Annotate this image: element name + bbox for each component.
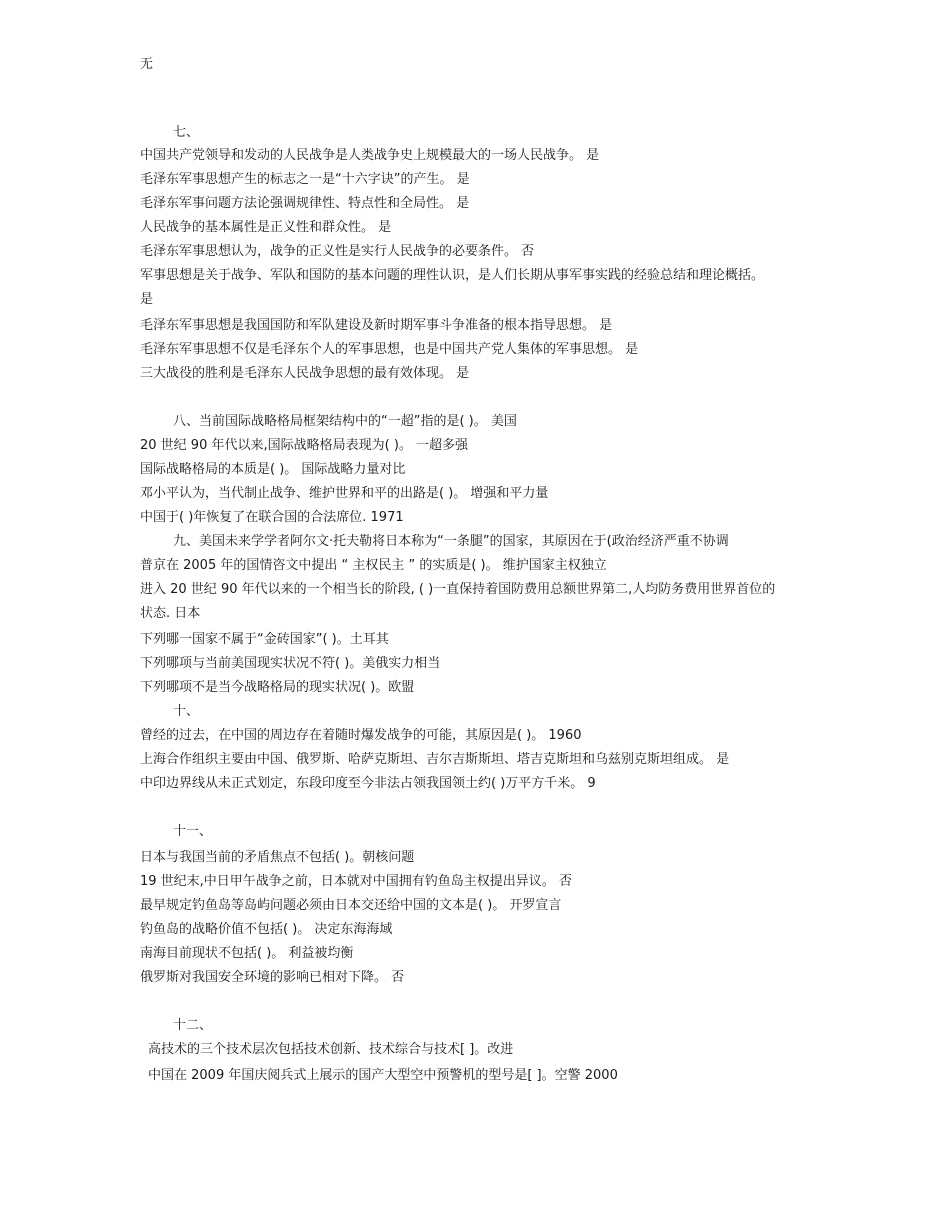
text-line: 下列哪项不是当今战略格局的现实状况( )。欧盟 [140,680,415,695]
text-line: 曾经的过去，在中国的周边存在着随时爆发战争的可能，其原因是( )。 1960 [140,728,582,743]
text-line: 南海目前现状不包括( )。 利益被均衡 [140,946,354,961]
text-line: 是 [140,292,154,307]
text-line: 国际战略格局的本质是( )。 国际战略力量对比 [140,462,406,477]
text-line: 中国共产党领导和发动的人民战争是人类战争史上规模最大的一场人民战争。 是 [140,148,600,163]
text-line: 人民战争的基本属性是正义性和群众性。 是 [140,220,392,235]
section-heading: 七、 [173,125,200,140]
text-segment: 九、美国未来学学者阿尔文·托夫勒将日本称为“一条腿”的国家，其原因在于( [173,534,612,549]
text-line: 普京在 2005 年的国情咨文中提出 “ 主权民主 ” 的实质是( )。 维护国家主权独立 [140,558,607,573]
text-line: 最早规定钓鱼岛等岛屿问题必须由日本交还给中国的文本是( )。 开罗宣言 [140,898,562,913]
text-line: 高技术的三个技术层次包括技术创新、技术综合与技术[ ]。改进 [148,1042,514,1057]
section-heading: 十、 [173,704,200,719]
section-heading: 八、当前国际战略格局框架结构中的“一超”指的是( )。 美国 [173,414,517,429]
text-line: 下列哪一国家不属于“金砖国家”( )。土耳其 [140,632,389,647]
text-line: 进入 20 世纪 90 年代以来的一个相当长的阶段, ( )一直保持着国防费用总额世界第二,人均防务费用世界首位的 [140,582,776,597]
text-line: 20 世纪 90 年代以来,国际战略格局表现为( )。 一超多强 [140,438,469,453]
text-line: 日本与我国当前的矛盾焦点不包括( )。朝核问题 [140,850,415,865]
text-line: 状态. 日本 [140,606,201,621]
text-line: 邓小平认为，当代制止战争、维护世界和平的出路是( )。 增强和平力量 [140,486,549,501]
text-line: 19 世纪末,中日甲午战争之前，日本就对中国拥有钓鱼岛主权提出异议。 否 [140,874,572,889]
text-line: 中国于( )年恢复了在联合国的合法席位. 1971 [140,510,404,525]
text-line: 上海合作组织主要由中国、俄罗斯、哈萨克斯坦、吉尔吉斯斯坦、塔吉克斯坦和乌兹别克斯坦组成。 是 [140,752,730,767]
text-line: 俄罗斯对我国安全环境的影响已相对下降。 否 [140,970,405,985]
text-line: 中国在 2009 年国庆阅兵式上展示的国产大型空中预警机的型号是[ ]。空警 2000 [148,1068,618,1083]
section-heading: 十二、 [173,1018,213,1033]
text-line: 中印边界线从未正式划定，东段印度至今非法占领我国领土约( )万平方千米。 9 [140,776,596,791]
text-line: 无 [140,57,154,72]
text-line: 毛泽东军事思想认为，战争的正义性是实行人民战争的必要条件。 否 [140,244,535,259]
text-line: 毛泽东军事思想产生的标志之一是“十六字诀”的产生。 是 [140,172,470,187]
text-line: 下列哪项与当前美国现实状况不符( )。美俄实力相当 [140,656,441,671]
text-line: 三大战役的胜利是毛泽东人民战争思想的最有效体现。 是 [140,366,470,381]
text-line: 军事思想是关于战争、军队和国防的基本问题的理性认识，是人们长期从事军事实践的经验总结和理论概括。 [140,268,765,283]
text-line: 毛泽东军事思想是我国国防和军队建设及新时期军事斗争准备的根本指导思想。 是 [140,318,613,333]
section-heading: 十一、 [173,824,213,839]
text-segment: 政治经济严重不协调 [611,534,729,549]
section-heading [173,534,729,550]
text-line: 毛泽东军事问题方法论强调规律性、特点性和全局性。 是 [140,196,470,211]
text-line: 毛泽东军事思想不仅是毛泽东个人的军事思想，也是中国共产党人集体的军事思想。 是 [140,342,639,357]
text-line: 钓鱼岛的战略价值不包括( )。 决定东海海域 [140,922,393,937]
